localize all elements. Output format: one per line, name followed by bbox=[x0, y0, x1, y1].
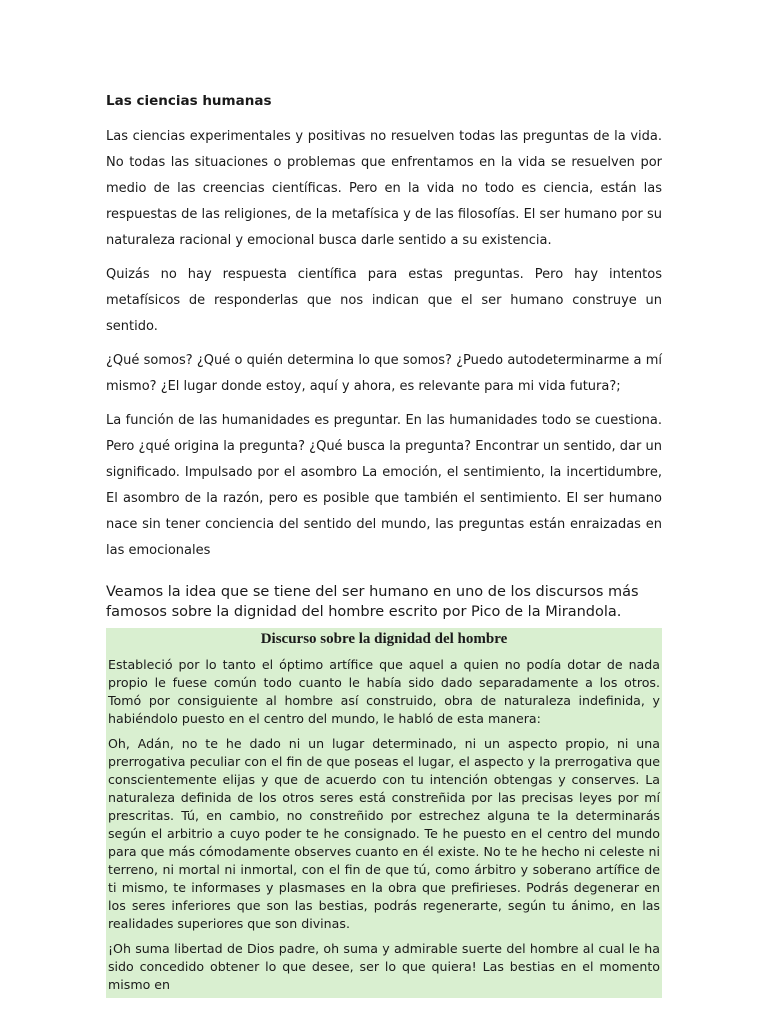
quote-paragraph-3: ¡Oh suma libertad de Dios padre, oh suma y admirable suerte del hombre al cual le ha sido concedido obtener lo que desee, ser lo que quiera! Las bestias en el momento mismo en bbox=[108, 941, 660, 992]
paragraph-3: ¿Qué somos? ¿Qué o quién determina lo que somos? ¿Puedo autodeterminarme a mí mismo? ¿El lugar donde estoy, aquí y ahora, es relevante para mi vida futura?; bbox=[106, 353, 662, 394]
section-title: Las ciencias humanas bbox=[106, 93, 272, 109]
quote-box bbox=[106, 628, 662, 998]
paragraph-2: Quizás no hay respuesta científica para estas preguntas. Pero hay intentos metafísicos de responderlas que nos indican que el ser humano construye un sentido. bbox=[106, 267, 662, 334]
quote-paragraph-2: Oh, Adán, no te he dado ni un lugar determinado, ni un aspecto propio, ni una prerrogativa peculiar con el fin de que poseas el lugar, el aspecto y la prerrogativa que conscientemente elijas y que de acuerdo con tu intención obtengas y conserves. La naturaleza definida de los otros seres está constreñida por las precisas leyes por mí prescritas. Tú, en cambio, no constreñido por estrechez alguna te la determinarás según el arbitrio a cuyo poder te he consignado. Te he puesto en el centro del mundo para que más cómodamente observes cuanto en él existe. No te he hecho ni celeste ni terreno, ni mortal ni inmortal, con el fin de que tú, como árbitro y soberano artífice de ti mismo, te informases y plasmases en la obra que prefirieses. Podrás degenerar en los seres inferiores que son las bestias, podrás regenerarte, según tu ánimo, en las realidades superiores que son divinas. bbox=[108, 736, 660, 931]
paragraph-1: Las ciencias experimentales y positivas no resuelven todas las preguntas de la vida. No todas las situaciones o problemas que enfrentamos en la vida se resuelven por medio de las creencias científicas. Pero en la vida no todo es ciencia, están las respuestas de las religiones, de la metafísica y de las filosofías. El ser humano por su naturaleza racional y emocional busca darle sentido a su existencia. bbox=[106, 129, 662, 248]
intro-text: Veamos la idea que se tiene del ser humano en uno de los discursos más famosos sobre la dignidad del hombre escrito por Pico de la Mirandola. bbox=[106, 584, 639, 620]
document-body bbox=[106, 88, 662, 998]
quote-paragraph-1: Estableció por lo tanto el óptimo artífice que aquel a quien no podía dotar de nada propio le fuese común todo cuanto le había sido dado separadamente a los otros. Tomó por consiguiente al hombre así construido, obra de naturaleza indefinida, y habiéndolo puesto en el centro del mundo, le habló de esta manera: bbox=[108, 657, 660, 726]
paragraph-4: La función de las humanidades es preguntar. En las humanidades todo se cuestiona. Pero ¿qué origina la pregunta? ¿Qué busca la pregunta? Encontrar un sentido, dar un significado. Impulsado por el asombro La emoción, el sentimiento, la incertidumbre, El asombro de la razón, pero es posible que también el sentimiento. El ser humano nace sin tener conciencia del sentido del mundo, las preguntas están enraizadas en las emocionales bbox=[106, 413, 662, 558]
quote-box-title: Discurso sobre la dignidad del hombre bbox=[260, 631, 508, 647]
